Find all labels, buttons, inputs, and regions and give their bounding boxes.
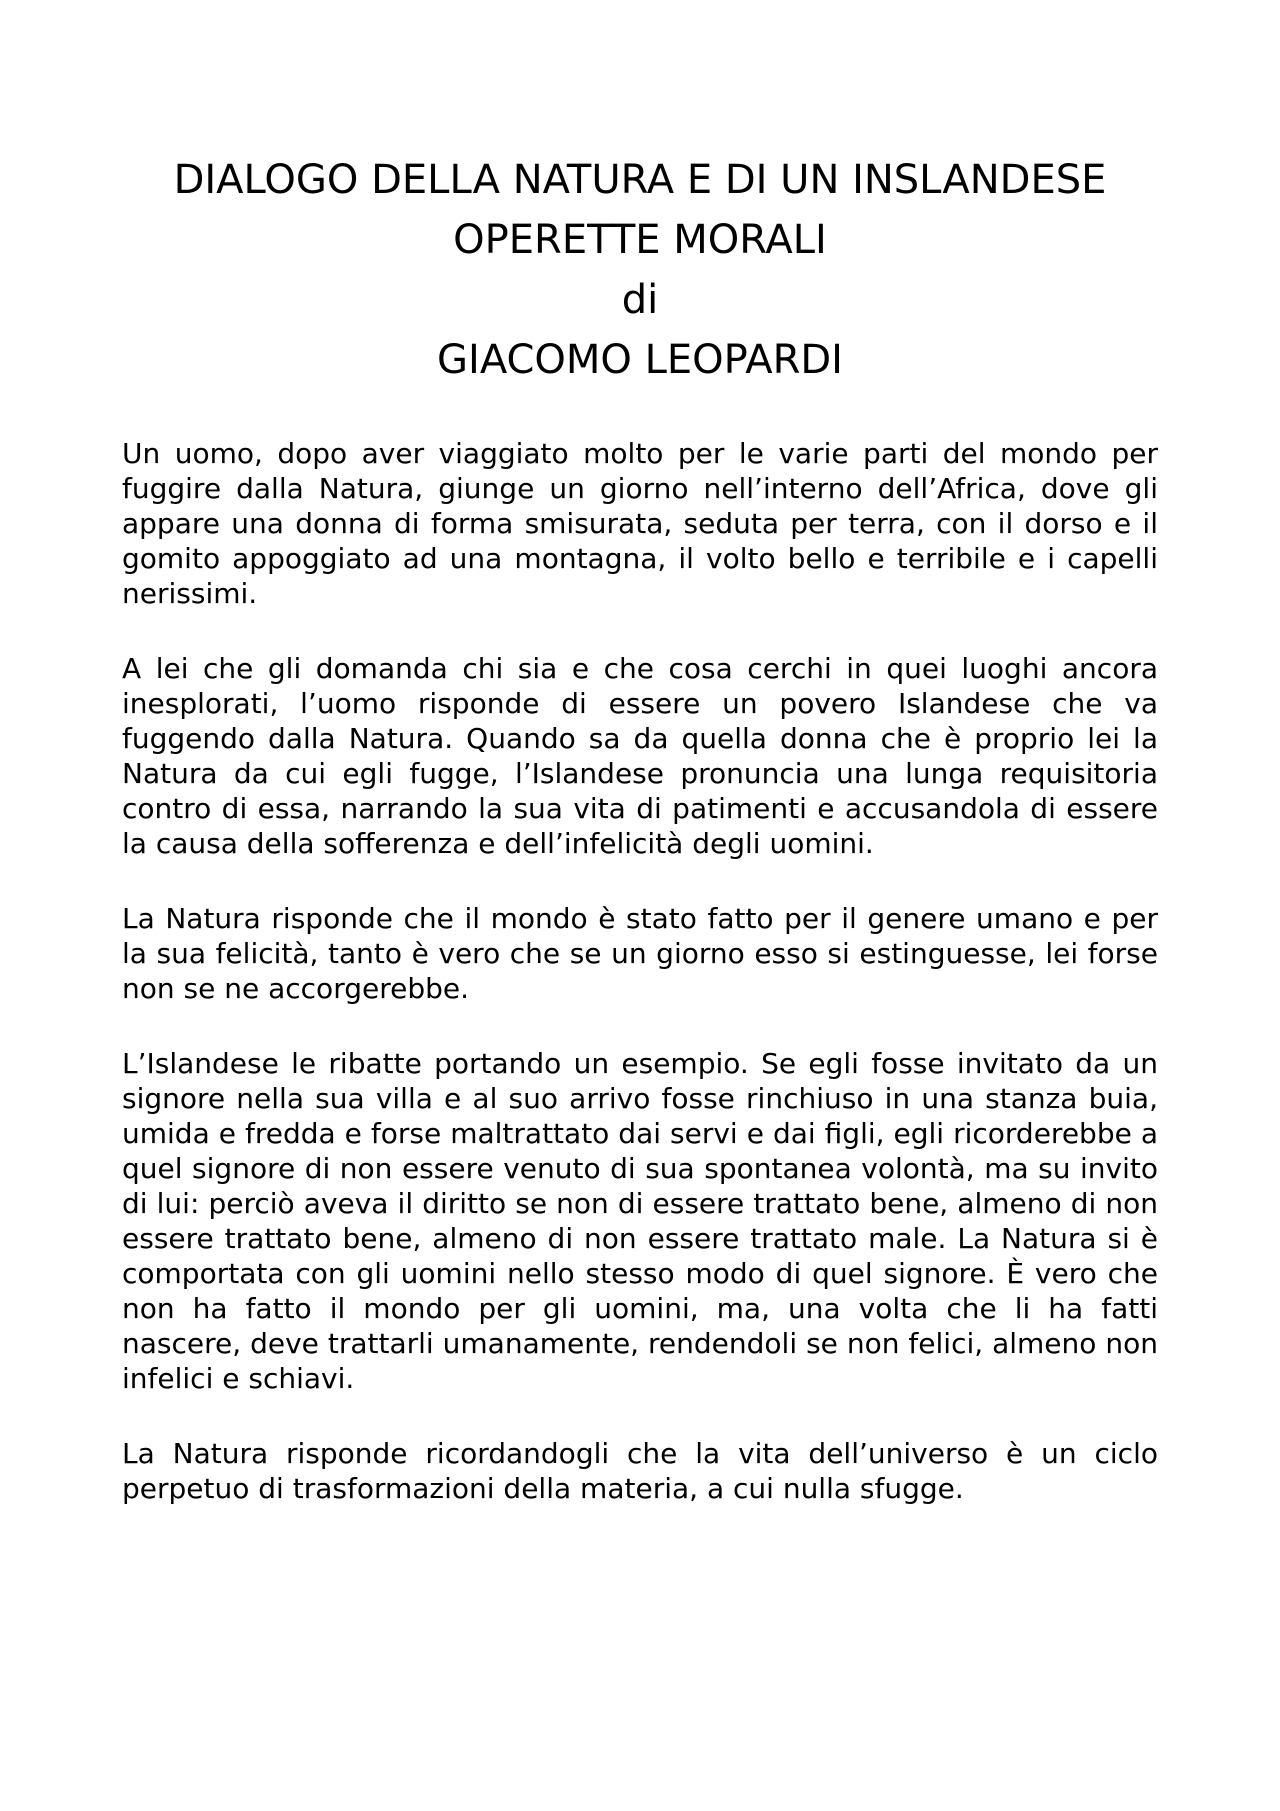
paragraph-1: Un uomo, dopo aver viaggiato molto per le varie parti del mondo per fuggire dalla Natura, giunge un giorno nell’interno dell’Africa, dove gli appare una donna di forma smisurata, seduta per terra, con il dorso e il gomito appoggiato ad una montagna, il volto bello e terribile e i capelli nerissimi. [122, 437, 1158, 610]
paragraph-4: L’Islandese le ribatte portando un esempio. Se egli fosse invitato da un signore nella sua villa e al suo arrivo fosse rinchiuso in una stanza buia, umida e fredda e forse maltrattato dai servi e dai figli, egli ricorderebbe a quel signore di non essere venuto di sua spontanea volontà, ma su invito di lui: perciò aveva il diritto se non di essere trattato bene, almeno di non essere trattato bene, almeno di non essere trattato male. La Natura si è comportata con gli uomini nello stesso modo di quel signore. È vero che non ha fatto il mondo per gli uomini, ma, una volta che li ha fatti nascere, deve trattarli umanamente, rendendoli se non felici, almeno non infelici e schiavi. [122, 1047, 1158, 1395]
by-line: di [621, 277, 659, 323]
collection-title: OPERETTE MORALI [453, 217, 827, 263]
dialogue-title: DIALOGO DELLA NATURA E DI UN INSLANDESE [173, 157, 1107, 203]
paragraph-2: A lei che gli domanda chi sia e che cosa cerchi in quei luoghi ancora inesplorati, l’uomo risponde di essere un povero Islandese che va fuggendo dalla Natura. Quando sa da quella donna che è proprio lei la Natura da cui egli fugge, l’Islandese pronuncia una lunga requisitoria contro di essa, narrando la sua vita di patimenti e accusandola di essere la causa della sofferenza e dell’infelicità degli uomini. [122, 652, 1158, 860]
body-text [122, 436, 1158, 1546]
author-name: GIACOMO LEOPARDI [437, 337, 843, 383]
paragraph-3: La Natura risponde che il mondo è stato fatto per il genere umano e per la sua felicità, tanto è vero che se un giorno esso si estinguesse, lei forse non se ne accorgerebbe. [122, 902, 1158, 1005]
title-block [122, 150, 1158, 390]
paragraph-5: La Natura risponde ricordandogli che la vita dell’universo è un ciclo perpetuo di trasformazioni della materia, a cui nulla sfugge. [122, 1437, 1158, 1505]
